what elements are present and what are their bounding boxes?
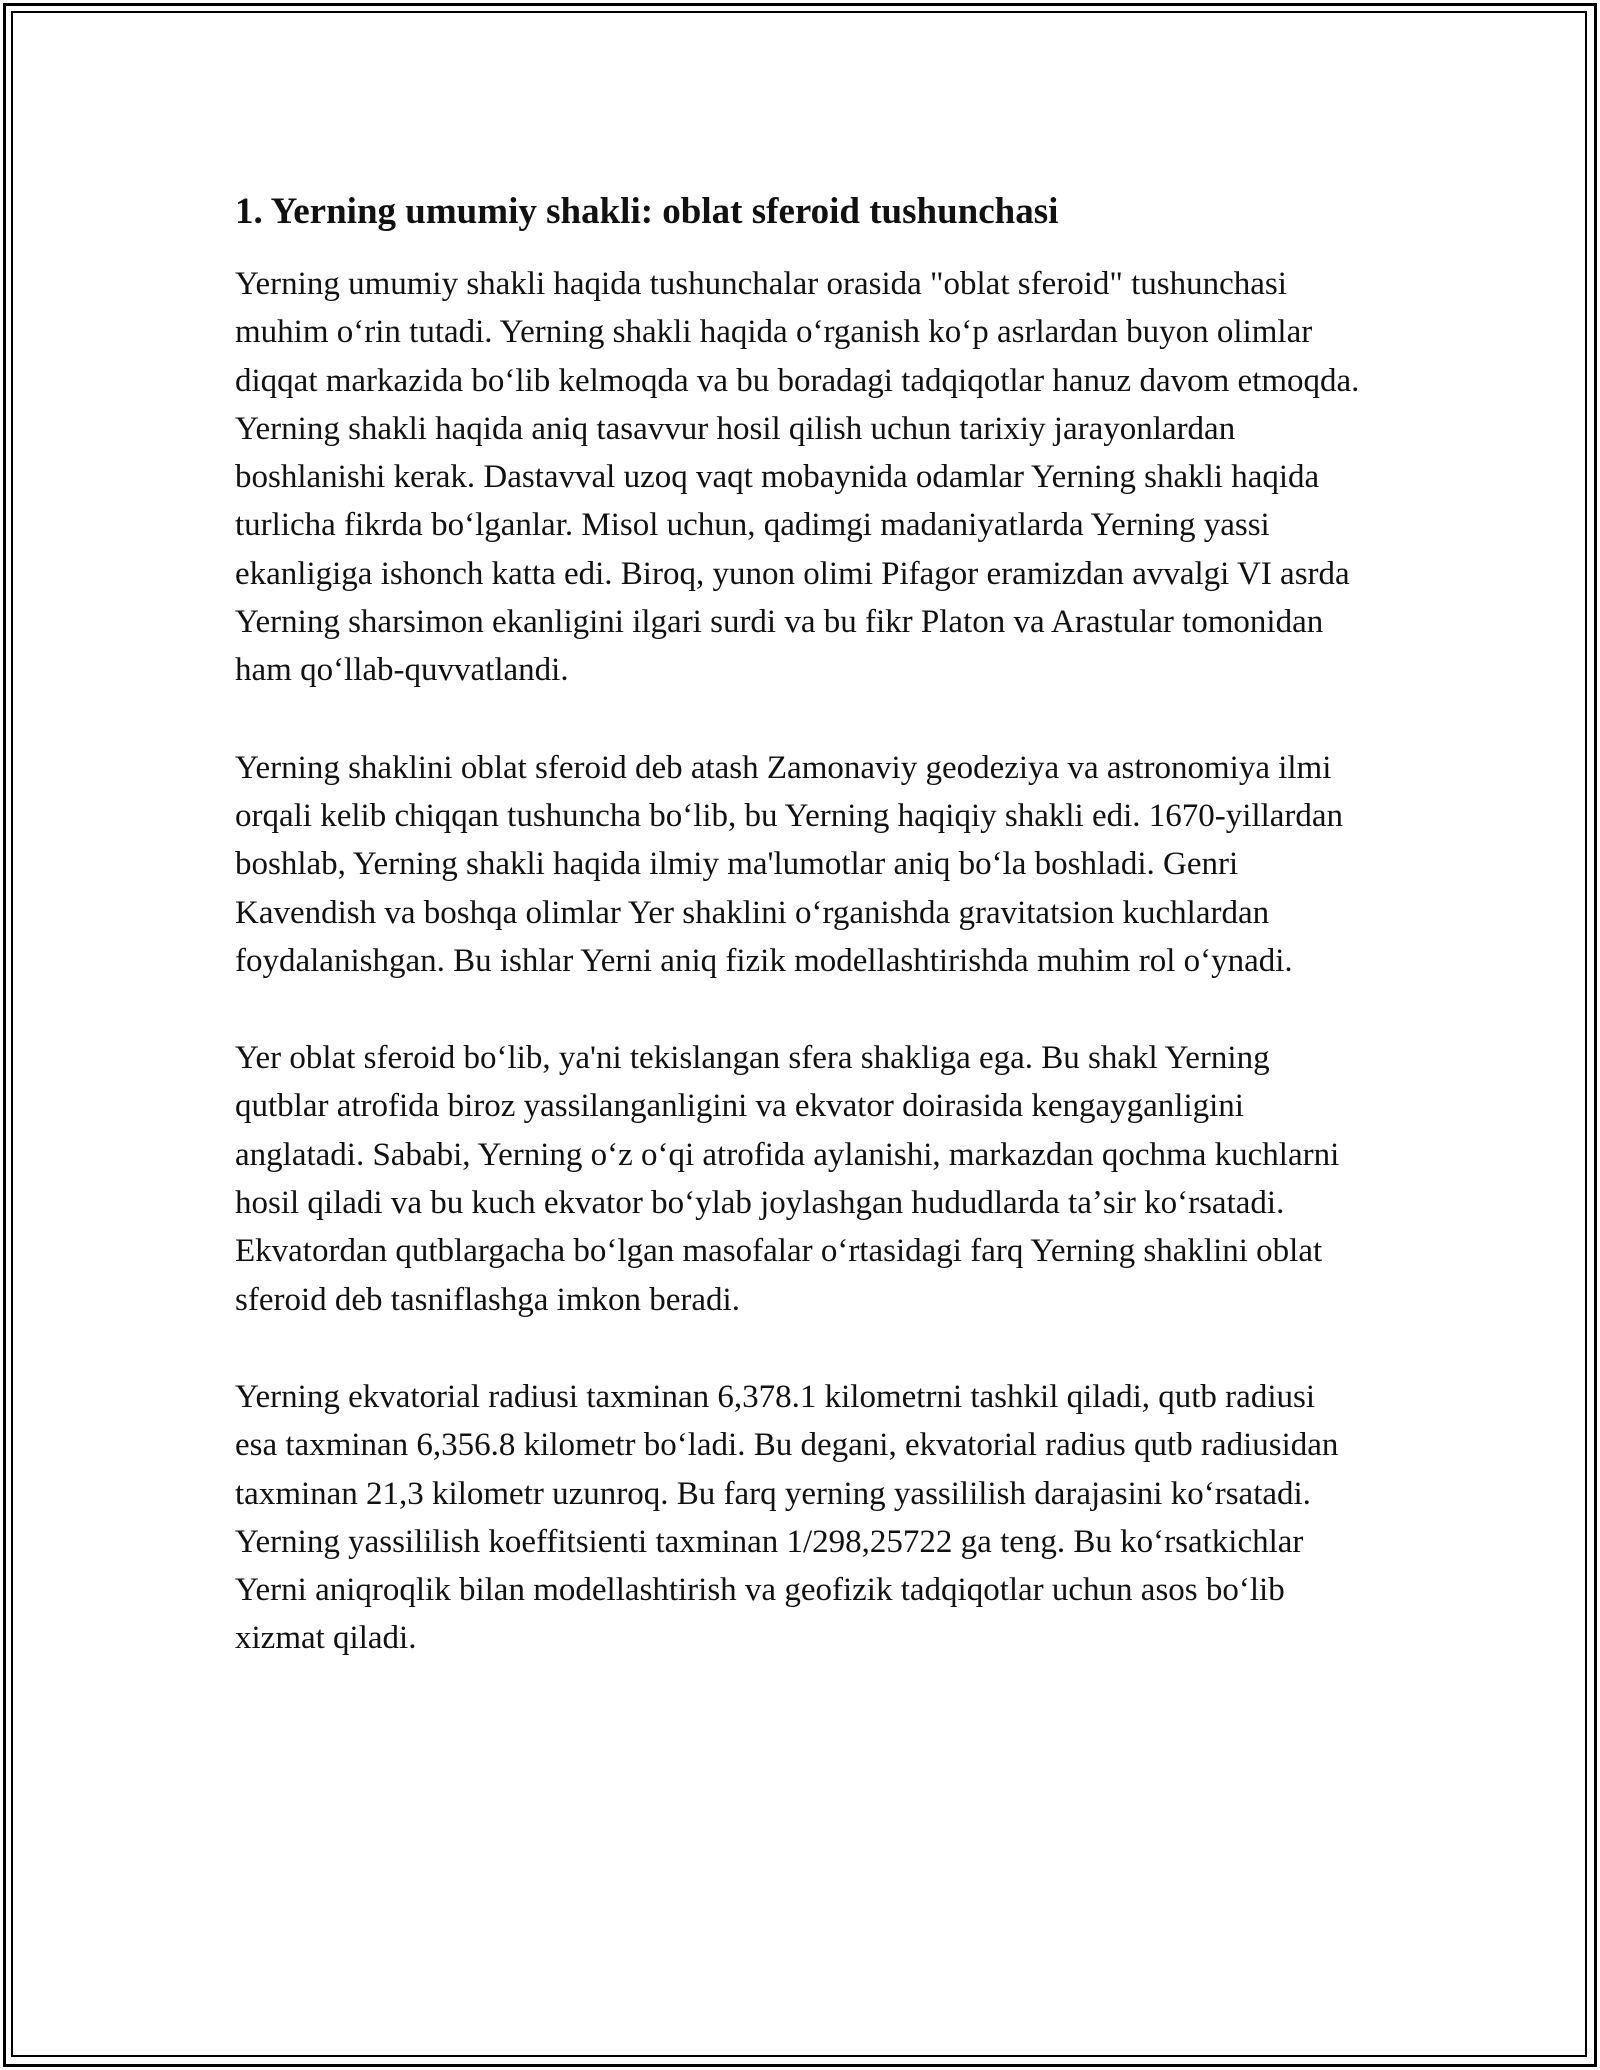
section-heading: 1. Yerning umumiy shakli: oblat sferoid tushunchasi <box>235 191 1059 232</box>
paragraph-1: Yerning umumiy shakli haqida tushunchalar orasida "oblat sferoid" tushunchasi muhim oʻrin tutadi. Yerning shakli haqida oʻrganish koʻp asrlardan buyon olimlar diqqat markazida boʻlib kelmoqda va bu boradagi tadqiqotlar hanuz davom etmoqda. Yerning shakli haqida aniq tasavvur hosil qilish uchun tarixiy jarayonlardan boshlanishi kerak. Dastavval uzoq vaqt mobaynida odamlar Yerning shakli haqida turlicha fikrda boʻlganlar. Misol uchun, qadimgi madaniyatlarda Yerning yassi ekanligiga ishonch katta edi. Biroq, yunon olimi Pifagor eramizdan avvalgi VI asrda Yerning sharsimon ekanligini ilgari surdi va bu fikr Platon va Arastular tomonidan ham qoʻllab-quvvatlandi. <box>235 266 1360 689</box>
paragraph-2: Yerning shaklini oblat sferoid deb atash Zamonaviy geodeziya va astronomiya ilmi orqali kelib chiqqan tushuncha boʻlib, bu Yerning haqiqiy shakli edi. 1670-yillardan boshlab, Yerning shakli haqida ilmiy ma'lumotlar aniq boʻla boshladi. Genri Kavendish va boshqa olimlar Yer shaklini oʻrganishda gravitatsion kuchlardan foydalanishgan. Bu ishlar Yerni aniq fizik modellashtirishda muhim rol oʻynadi. <box>235 749 1344 979</box>
paragraph-4: Yerning ekvatorial radiusi taxminan 6,378.1 kilometrni tashkil qiladi, qutb radiusi esa taxminan 6,356.8 kilometr boʻladi. Bu degani, ekvatorial radius qutb radiusidan taxminan 21,3 kilometr uzunroq. Bu farq yerning yassililish darajasini koʻrsatadi. Yerning yassililish koeffitsienti taxminan 1/298,25722 ga teng. Bu koʻrsatkichlar Yerni aniqroqlik bilan modellashtirish va geofizik tadqiqotlar uchun asos boʻlib xizmat qiladi. <box>235 1378 1339 1657</box>
document-body <box>235 186 1365 1663</box>
paragraph-3: Yer oblat sferoid boʻlib, ya'ni tekislangan sfera shakliga ega. Bu shakl Yerning qutblar atrofida biroz yassilanganligini va ekvator doirasida kengayganligini anglatadi. Sababi, Yerning oʻz oʻqi atrofida aylanishi, markazdan qochma kuchlarni hosil qiladi va bu kuch ekvator boʻylab joylashgan hududlarda taʼsir koʻrsatadi. Ekvatordan qutblargacha boʻlgan masofalar oʻrtasidagi farq Yerning shaklini oblat sferoid deb tasniflashga imkon beradi. <box>235 1040 1340 1318</box>
